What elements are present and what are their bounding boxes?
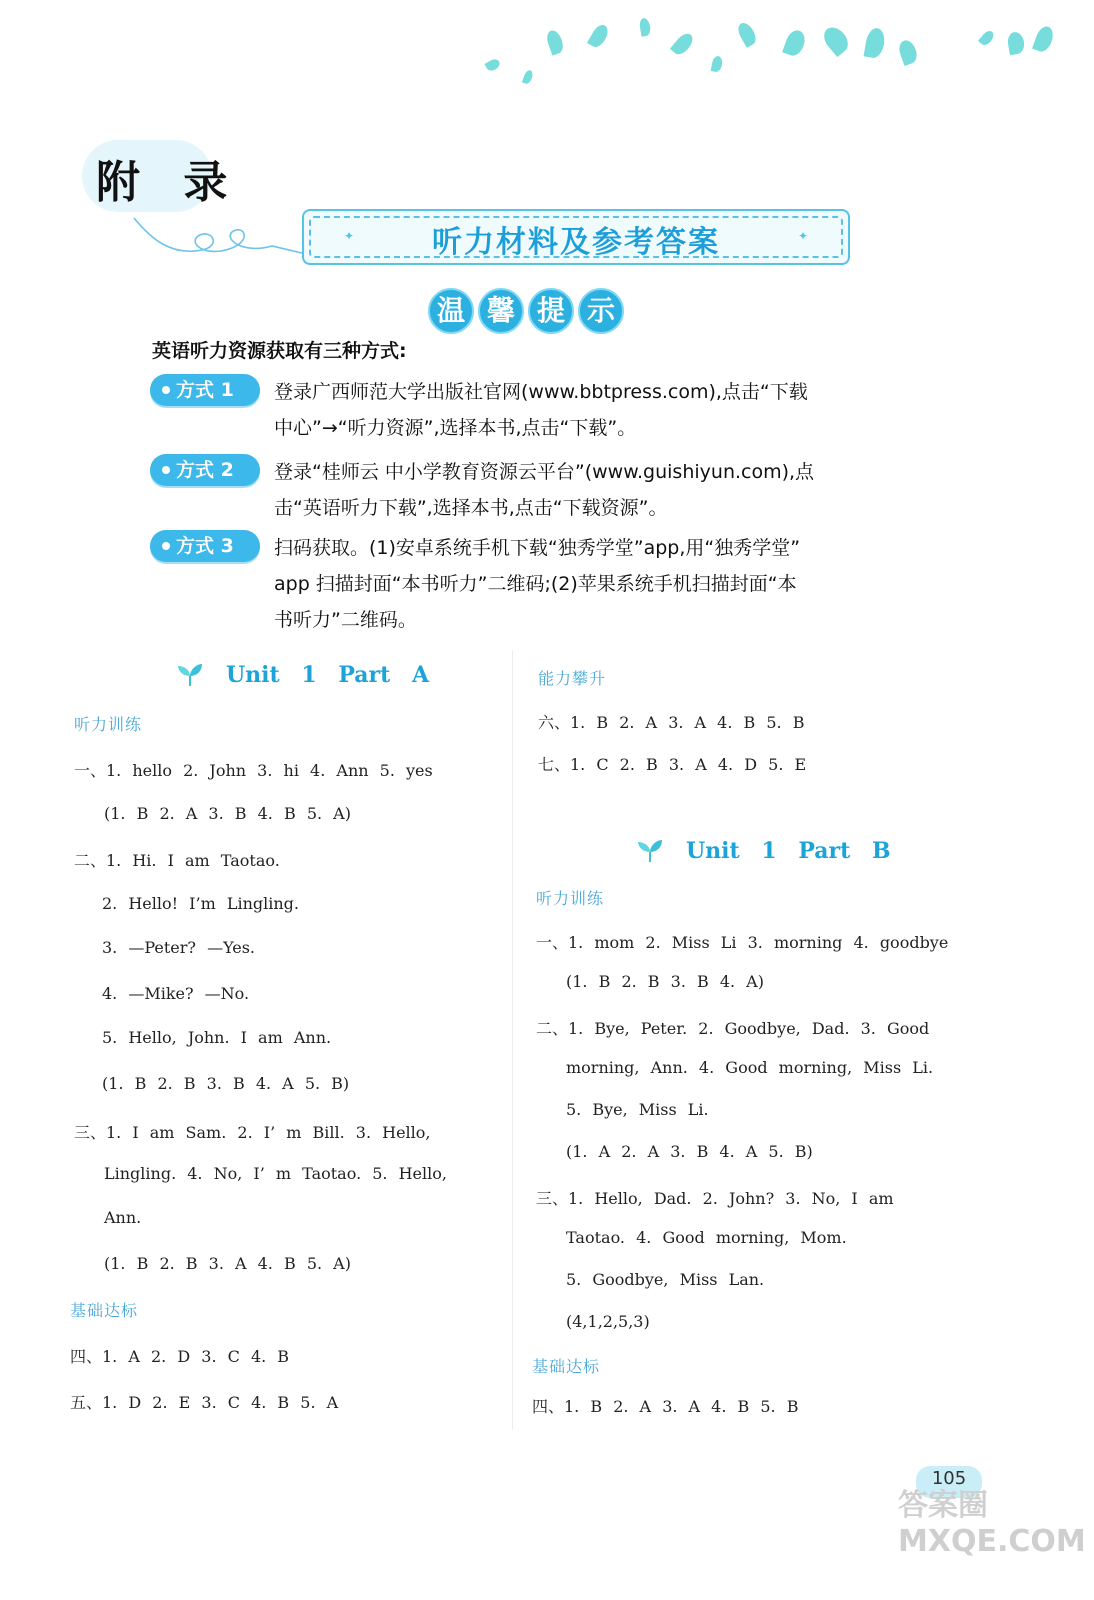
sprout-icon	[636, 840, 664, 862]
answer-line: (1. B 2. B 3. B 4. A 5. B)	[102, 1074, 350, 1093]
answer-line: 二、1. Bye, Peter. 2. Goodbye, Dad. 3. Good	[536, 1019, 930, 1038]
answer-line: Ann.	[104, 1208, 142, 1227]
intro-text: 英语听力资源获取有三种方式:	[152, 340, 407, 362]
swirl-decoration	[132, 210, 308, 270]
answer-line: Taotao. 4. Good morning, Mom.	[566, 1228, 847, 1247]
answer-line: 5. Bye, Miss Li.	[566, 1100, 709, 1119]
section-label: 基础达标	[532, 1357, 601, 1376]
method-badge: 方式 3	[150, 530, 260, 562]
watermark: 答案圈 MXQE.COM	[898, 1488, 1086, 1559]
answer-line: 3. —Peter? —Yes.	[102, 938, 256, 957]
answer-line: 4. —Mike? —No.	[102, 984, 250, 1003]
answer-line: (1. B 2. B 3. B 4. A)	[566, 972, 764, 991]
answer-line: (1. B 2. A 3. B 4. B 5. A)	[104, 804, 351, 823]
method-text: 登录广西师范大学出版社官网(www.bbtpress.com),点击“下载 中心”→“听力资源”,选择本书,点击“下载”。	[274, 381, 808, 439]
section-label: 听力训练	[74, 715, 143, 734]
page-number: 105	[931, 1468, 967, 1489]
answer-line: 五、1. D 2. E 3. C 4. B 5. A	[70, 1393, 339, 1412]
warm-tips-heading	[428, 288, 624, 332]
sprout-icon	[176, 664, 204, 686]
method-badge: 方式 1	[150, 374, 260, 406]
banner-title: 听力材料及参考答案	[432, 225, 720, 260]
method-badge: 方式 2	[150, 454, 260, 486]
answer-line: (1. B 2. B 3. A 4. B 5. A)	[104, 1254, 351, 1273]
tip-char: 示	[578, 288, 624, 334]
answer-line: 一、1. hello 2. John 3. hi 4. Ann 5. yes	[74, 761, 433, 780]
answer-line: (4,1,2,5,3)	[566, 1312, 650, 1331]
section-banner	[302, 209, 850, 265]
unit-title: Unit 1 Part A	[226, 662, 430, 688]
method-text: 扫码获取。(1)安卓系统手机下载“独秀学堂”app,用“独秀学堂” app 扫描封面“本书听力”二维码;(2)苹果系统手机扫描封面“本 书听力”二维码。	[274, 537, 801, 631]
answer-line: morning, Ann. 4. Good morning, Miss Li.	[566, 1058, 934, 1077]
tip-char: 提	[528, 288, 574, 334]
section-label: 听力训练	[536, 889, 605, 908]
section-label: 能力攀升	[538, 669, 607, 688]
answer-line: (1. A 2. A 3. B 4. A 5. B)	[566, 1142, 813, 1161]
answer-line: 七、1. C 2. B 3. A 4. D 5. E	[538, 755, 807, 774]
answer-line: Lingling. 4. No, I’ m Taotao. 5. Hello,	[104, 1164, 447, 1183]
answer-line: 六、1. B 2. A 3. A 4. B 5. B	[538, 713, 805, 732]
section-label: 基础达标	[70, 1301, 139, 1320]
answer-line: 三、1. Hello, Dad. 2. John? 3. No, I am	[536, 1189, 894, 1208]
tip-char: 温	[428, 288, 474, 334]
answer-line: 二、1. Hi. I am Taotao.	[74, 851, 280, 870]
answer-line: 四、1. A 2. D 3. C 4. B	[70, 1347, 290, 1366]
answer-line: 2. Hello! I’m Lingling.	[102, 894, 299, 913]
answer-line: 三、1. I am Sam. 2. I’ m Bill. 3. Hello,	[74, 1123, 431, 1142]
appendix-title: 附 录	[96, 157, 242, 208]
star-icon: ✦	[344, 229, 355, 243]
answer-line: 5. Hello, John. I am Ann.	[102, 1028, 332, 1047]
star-icon: ✦	[797, 229, 808, 243]
answer-line: 四、1. B 2. A 3. A 4. B 5. B	[532, 1397, 799, 1416]
tip-char: 馨	[478, 288, 524, 334]
answer-line: 5. Goodbye, Miss Lan.	[566, 1270, 765, 1289]
method-text: 登录“桂师云 中小学教育资源云平台”(www.guishiyun.com),点 击“英语听力下载”,选择本书,点击“下载资源”。	[274, 461, 815, 519]
unit-title: Unit 1 Part B	[686, 838, 891, 864]
answer-line: 一、1. mom 2. Miss Li 3. morning 4. goodbye	[536, 933, 949, 952]
column-divider	[512, 650, 513, 1430]
